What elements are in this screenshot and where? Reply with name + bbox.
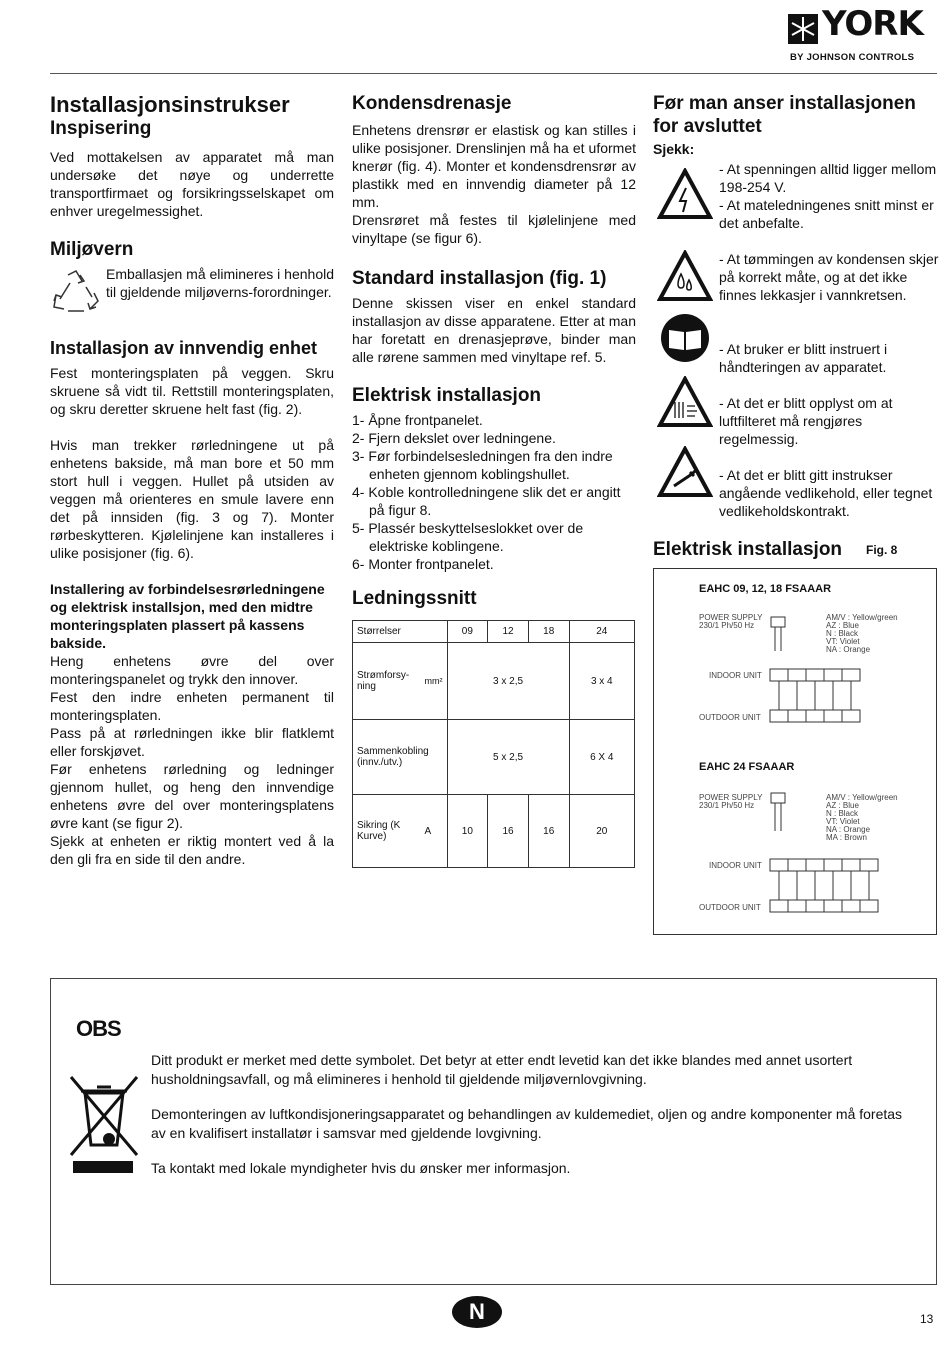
miljo-text: Emballasjen må elimineres i henhold til gjeldende miljøverns-forordninger. bbox=[106, 266, 335, 300]
table-cell: 09 bbox=[447, 621, 488, 643]
power-supply-label: POWER SUPPLY bbox=[699, 613, 763, 622]
step: 6- Monter frontpanelet. bbox=[352, 556, 494, 572]
check-text: - At det er blitt opplyst om at luftfilteret må rengjøres regelmessig. bbox=[719, 395, 893, 447]
table-cell: 18 bbox=[528, 621, 569, 643]
para-4: Før enhetens rørledning og ledninger gjennom hullet, og heng den innvendige enhetens øvre del over monteringsplatens øvre kant (se figur 2). bbox=[50, 761, 334, 831]
indoor-label: INDOOR UNIT bbox=[709, 861, 762, 870]
innvendig-heading: Installasjon av innvendig enhet bbox=[50, 338, 318, 358]
legend: AZ : Blue bbox=[826, 801, 859, 810]
header-rule bbox=[50, 73, 937, 74]
high-voltage-icon bbox=[657, 168, 713, 220]
legend: AM/V : Yellow/green bbox=[826, 793, 898, 802]
obs-text-1: Ditt produkt er merket med dette symbolet. Det betyr at etter endt levetid kan det ikke blandes med annet usortert husholdningsavfall, og må elimineres i henhold til gjeldende miljøvernlovgivning. bbox=[151, 1052, 853, 1087]
wiring-lines bbox=[654, 569, 938, 936]
table-cell: 5 x 2,5 bbox=[447, 720, 569, 795]
obs-title: OBS bbox=[76, 1016, 121, 1041]
step: 5- Plassér beskyttelseslokket over de elektriske koblingene. bbox=[352, 520, 584, 554]
legend: VT: Violet bbox=[826, 817, 860, 826]
outdoor-label: OUTDOOR UNIT bbox=[699, 713, 761, 722]
legend: VT: Violet bbox=[826, 637, 860, 646]
air-filter-icon bbox=[657, 376, 713, 428]
kond-text-1: Enhetens drensrør er elastisk og kan stilles i ulike posisjoner. Drenslinjen må ha et uformet knerør (fig. 4). Monter et kondensdrensrør av plastikk med en innvendig diameter på 12 mm. bbox=[352, 122, 636, 210]
inspisering-heading: Inspisering bbox=[50, 118, 152, 139]
column-2 bbox=[352, 92, 636, 610]
york-logo bbox=[788, 4, 938, 66]
brand-name: YORK bbox=[822, 4, 923, 44]
legend: NA : Orange bbox=[826, 825, 871, 834]
check-text: - At mateledningenes snitt minst er det anbefalte. bbox=[719, 197, 934, 231]
page-title: Installasjonsinstrukser bbox=[50, 92, 290, 117]
bold-paragraph: Installering av forbindelsesrørledningene og elektrisk installsjon, med den midtre monteringsplaten plassert på kassens bakside. bbox=[50, 581, 325, 651]
table-cell: 16 bbox=[528, 795, 569, 868]
legend: AZ : Blue bbox=[826, 621, 859, 630]
kond-heading: Kondensdrenasje bbox=[352, 93, 512, 114]
table-cell: Sammenkobling (innv./utv.) bbox=[353, 720, 448, 795]
sjekk-label: Sjekk: bbox=[653, 141, 695, 157]
table-cell: Strømforsy-ning bbox=[353, 643, 421, 720]
legend: N : Black bbox=[826, 809, 859, 818]
innvendig-text-2: Hvis man trekker rørledningene ut på enhetens bakside, må man bore et 50 mm stort hull i veggen. Hullet på utsiden av veggen må orienteres en smule lavere enn det på innsiden (fig. 3 og 7). Monter rørbeskytteren. Kjølelinjene kan installeres i ulike posisjoner (fig. 6). bbox=[50, 437, 334, 561]
power-supply-label: POWER SUPPLY bbox=[699, 793, 763, 802]
check-text: - At bruker er blitt instruert i håndteringen av apparatet. bbox=[719, 341, 888, 375]
obs-text-2: Demonteringen av luftkondisjoneringsapparatet og behandlingen av kuldemediet, oljen og andre komponenter må foretas av en kvalifisert installatør i samsvar med gjeldende lovgivning. bbox=[151, 1106, 903, 1141]
steps-list bbox=[352, 411, 636, 573]
table-cell: A bbox=[421, 795, 448, 868]
obs-text-3: Ta kontakt med lokale myndigheter hvis du ønsker mer informasjon. bbox=[151, 1160, 571, 1176]
miljo-heading: Miljøvern bbox=[50, 239, 134, 260]
wiring-diagram bbox=[653, 568, 937, 935]
language-badge: N bbox=[452, 1296, 502, 1328]
standard-text: Denne skissen viser en enkel standard installasjon av disse apparatene. Etter at man har foretatt en drenasjeprøve, binder man alle rørene sammen med vinyltape ref. 5. bbox=[352, 295, 636, 365]
recycle-icon bbox=[50, 267, 102, 319]
check-text: - At det er blitt gitt instrukser angående vedlikehold, eller tegnet vedlikeholdskontrakt. bbox=[719, 467, 933, 519]
power-supply-spec: 230/1 Ph/50 Hz bbox=[699, 621, 755, 630]
column-3 bbox=[653, 92, 937, 158]
ledningssnitt-heading: Ledningssnitt bbox=[352, 588, 477, 609]
table-cell: 6 X 4 bbox=[569, 720, 634, 795]
manual-book-icon bbox=[657, 312, 713, 364]
table-cell: 3 x 2,5 bbox=[447, 643, 569, 720]
kond-text-2: Drensrøret må festes til kjølelinjene med vinyltape (se figur 6). bbox=[352, 212, 636, 246]
table-cell: 24 bbox=[569, 621, 634, 643]
checklist-title: Før man anser installasjonen for avsluttet bbox=[653, 93, 916, 137]
wire-table bbox=[352, 620, 635, 868]
table-cell: 20 bbox=[569, 795, 634, 868]
legend: AM/V : Yellow/green bbox=[826, 613, 898, 622]
diagram-title-1: EAHC 09, 12, 18 FSAAAR bbox=[699, 583, 832, 595]
check-text: - At tømmingen av kondensen skjer på korrekt måte, og at det ikke finnes lekkasjer i vannkretsen. bbox=[719, 251, 939, 303]
para-2: Fest den indre enheten permanent til monteringsplaten. bbox=[50, 689, 334, 723]
table-cell: 10 bbox=[447, 795, 488, 868]
page-number: 13 bbox=[920, 1312, 934, 1326]
obs-box bbox=[50, 978, 937, 1285]
step: 3- Før forbindelsesledningen fra den indre enheten gjennom koblingshullet. bbox=[352, 448, 613, 482]
check-text: - At spenningen alltid ligger mellom 198-254 V. bbox=[719, 161, 937, 195]
table-cell: 3 x 4 bbox=[569, 643, 634, 720]
legend: N : Black bbox=[826, 629, 859, 638]
elektrisk-heading-2: Elektrisk installasjon bbox=[653, 539, 843, 560]
snowflake-icon bbox=[788, 14, 818, 44]
legend: MA : Brown bbox=[826, 833, 867, 842]
para-3: Pass på at rørledningen ikke blir flatklemt eller forskjøvet. bbox=[50, 725, 334, 759]
brand-sub: BY JOHNSON CONTROLS bbox=[790, 52, 915, 63]
para-5: Sjekk at enheten er riktig montert ved å la den gli fra en side til den andre. bbox=[50, 833, 334, 867]
elektrisk-heading: Elektrisk installasjon bbox=[352, 385, 542, 406]
column-1 bbox=[50, 92, 334, 868]
standard-heading: Standard installasjon (fig. 1) bbox=[352, 268, 607, 289]
step: 4- Koble kontrolledningene slik det er angitt på figur 8. bbox=[352, 484, 621, 518]
table-header: Størrelser bbox=[353, 621, 448, 643]
indoor-label: INDOOR UNIT bbox=[709, 671, 762, 680]
outdoor-label: OUTDOOR UNIT bbox=[699, 903, 761, 912]
power-supply-spec: 230/1 Ph/50 Hz bbox=[699, 801, 755, 810]
diagram-title-2: EAHC 24 FSAAAR bbox=[699, 761, 795, 773]
step: 1- Åpne frontpanelet. bbox=[352, 412, 483, 428]
table-cell: 12 bbox=[488, 621, 529, 643]
table-cell: Sikring (K Kurve) bbox=[353, 795, 421, 868]
inspisering-text: Ved mottakelsen av apparatet må man undersøke det nøye og underrette transportfirmaet og forsikringsselskapet om enhver uregelmessighet. bbox=[50, 149, 334, 219]
wrench-icon bbox=[657, 446, 713, 498]
legend: NA : Orange bbox=[826, 645, 871, 654]
weee-bin-icon bbox=[69, 1075, 139, 1175]
fig-label: Fig. 8 bbox=[866, 543, 898, 557]
table-cell: mm² bbox=[421, 643, 448, 720]
step: 2- Fjern dekslet over ledningene. bbox=[352, 430, 556, 446]
innvendig-text-1: Fest monteringsplaten på veggen. Skru skruene så vidt til. Rettstill monteringsplaten, og skru deretter skruene helt fast (fig. 2). bbox=[50, 365, 334, 417]
para-1: Heng enhetens øvre del over monteringspanelet og trykk den innover. bbox=[50, 653, 334, 687]
water-drop-icon bbox=[657, 250, 713, 302]
table-cell: 16 bbox=[488, 795, 529, 868]
